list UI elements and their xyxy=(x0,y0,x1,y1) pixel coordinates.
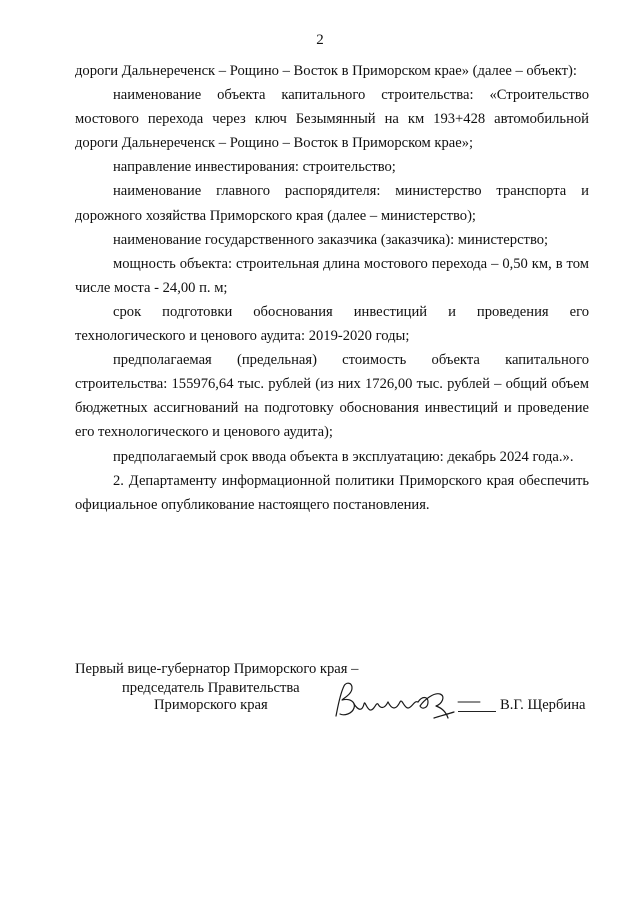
signatory-title-line3: Приморского края xyxy=(154,697,268,713)
paragraph-publication-order: 2. Департаменту информационной политики Приморского края обеспечить официальное опубликование настоящего постановления. xyxy=(75,472,589,513)
paragraph-capacity: мощность объекта: строительная длина мостового перехода – 0,50 км, в том числе моста - 24,00 п. м; xyxy=(75,255,589,296)
paragraph-estimated-cost: предполагаемая (предельная) стоимость объекта капитального строительства: 155976,64 тыс. рублей (из них 1726,00 тыс. рублей – общий объем бюджетных ассигнований на подготовку обоснования инвестиций и проведение его технологического и ценового аудита); xyxy=(75,352,589,441)
paragraph-chief-administrator: наименование главного распорядителя: министерство транспорта и дорожного хозяйства Приморского края (далее – министерство); xyxy=(75,183,589,224)
signatory-title-line2: председатель Правительства xyxy=(122,680,300,696)
signatory-title-line1: Первый вице-губернатор Приморского края – xyxy=(75,661,359,677)
paragraph-customer: наименование государственного заказчика (заказчика): министерство; xyxy=(113,231,549,248)
paragraph-object-name: наименование объекта капитального строительства: «Строительство мостового перехода через ключ Безымянный на км 193+428 автомобильной дороги Дальнереченск – Рощино – Восток в Приморском крае»; xyxy=(75,87,589,152)
paragraph-object-continuation: дороги Дальнереченск – Рощино – Восток в Приморском крае» (далее – объект): xyxy=(75,63,577,79)
signature-rule xyxy=(458,711,496,712)
handwritten-signature xyxy=(330,678,490,726)
paragraph-commissioning-date: предполагаемый срок ввода объекта в эксплуатацию: декабрь 2024 года.». xyxy=(113,448,574,465)
paragraph-investment-direction: направление инвестирования: строительство; xyxy=(113,159,396,176)
signer-name: В.Г. Щербина xyxy=(500,697,586,713)
paragraph-audit-period: срок подготовки обоснования инвестиций и проведения его технологического и ценового аудита: 2019-2020 годы; xyxy=(75,303,589,345)
page-number: 2 xyxy=(316,32,324,48)
document-body xyxy=(75,59,589,517)
